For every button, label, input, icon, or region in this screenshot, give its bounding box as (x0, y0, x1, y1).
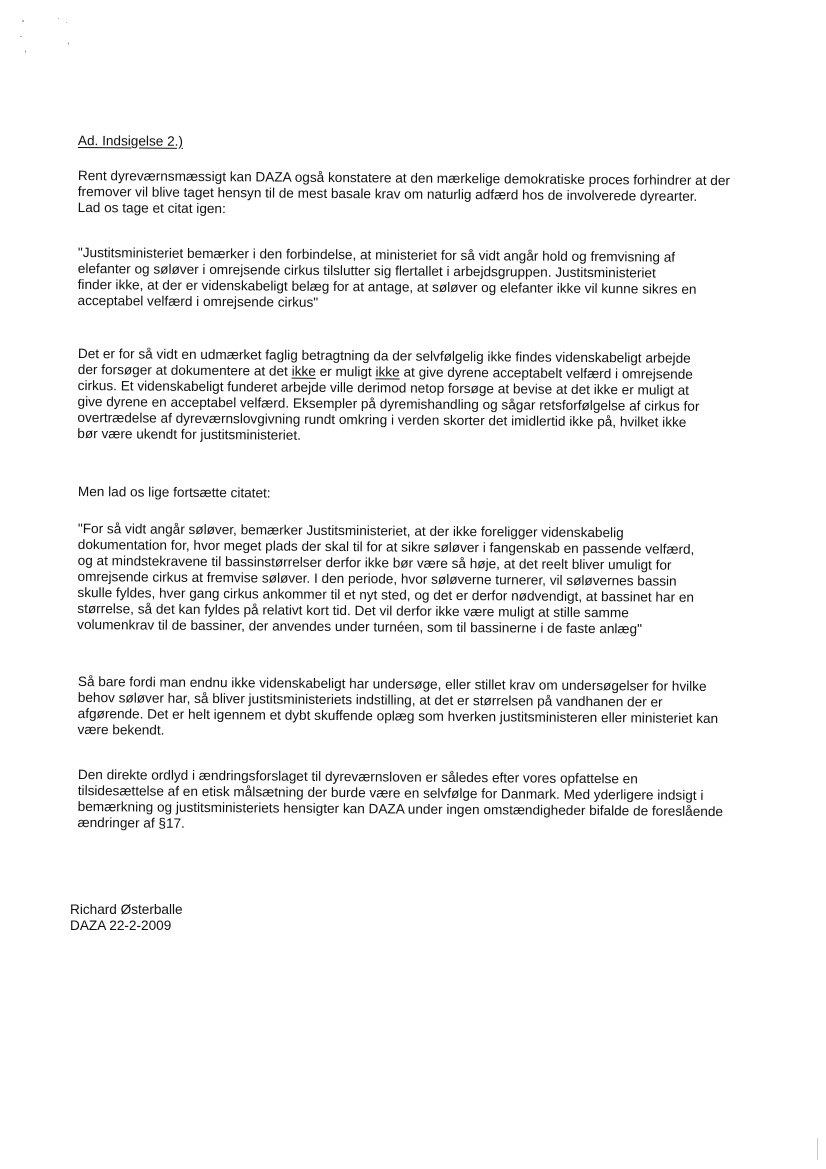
quote-second (77, 521, 768, 638)
heading-block (78, 133, 768, 154)
paragraph-line: afgørende. Det er helt igennem et dybt skuffende oplæg som hverken justitsministeren eller ministeriet kan (77, 705, 719, 727)
signature-name: Richard Østerballe (70, 902, 183, 917)
quote-line: størrelse, så det kan fyldes på relativt kort tid. Det vil derfor ikke være muligt at stille samme (77, 600, 629, 621)
paragraph-line: Det er for så vidt en udmærket faglig betragtning da der selvfølgelig ikke findes videnskabeligt arbejde (77, 346, 691, 366)
text-run: at give dyrene acceptabelt velfærd i omrejsende (399, 364, 693, 382)
paragraph-line: Lad os tage et citat igen: (77, 199, 226, 217)
scan-speck (58, 18, 59, 19)
paragraph-line: bør være ukendt for justitsministeriet. (77, 425, 301, 443)
scan-speck (20, 36, 22, 37)
text-run: er muligt (315, 363, 376, 380)
scan-speck (68, 42, 69, 45)
underlined-word: ikke (375, 364, 400, 380)
quote-line: elefanter og søløver i omrejsende cirkus tilslutter sig flertallet i arbejdsgruppen. Justitsministeriet (77, 260, 656, 281)
quote-line: dokumentation for, hvor meget plads der skal til for at sikre søløver i fangenskab en passende velfærd, (77, 536, 695, 557)
scan-speck (25, 50, 26, 53)
quote-line: volumenkrav til de bassiner, der anvendes under turnéen, som til bassinerne i de faste anlæg" (77, 616, 642, 637)
quote-line: acceptabel velfærd i omrejsende cirkus" (77, 292, 319, 310)
paragraph-line: Så bare fordi man endnu ikke videnskabeligt har undersøge, eller stillet krav om undersøgelser for hvilke (77, 674, 707, 694)
text-run: der forsøger at dokumentere at det (77, 361, 292, 379)
paragraph-line: være bekendt. (77, 721, 165, 738)
quote-line: omrejsende cirkus at fremvise søløver. I den periode, hvor søløverne turnerer, vil søløvernes bassin (77, 568, 677, 589)
quote-first (77, 245, 767, 314)
quote-line: "Justitsministeriet bemærker i den forbindelse, at ministeriet for så vidt angår hold og fremvisning af (77, 245, 676, 265)
section-heading: Ad. Indsigelse 2.) (77, 133, 184, 149)
underlined-word: ikke (291, 363, 316, 379)
quote-line: og at mindstekravene til bassinstørrelser derfor ikke bør være så høje, at det reelt bliver umuligt for (77, 552, 672, 573)
paragraph-line: fremover vil blive taget hensyn til de mest basale krav om naturlig adfærd hos de involverede dyrearter. (77, 183, 698, 204)
paragraph-line: cirkus. Et videnskabeligt funderet arbejde ville derimod netop forsøge at bevise at det ikke er muligt at (77, 377, 690, 398)
scan-speck (22, 20, 24, 22)
paragraph-line: tilsidesættelse af en etisk målsætning der burde være en selvfølge for Danmark. Med yderligere indsigt i (77, 782, 704, 803)
paragraph-line: Rent dyreværnsmæssigt kan DAZA også konstatere at den mærkelige demokratiske proces forhindrer at der (77, 168, 731, 189)
scan-edge-mark (817, 1138, 818, 1160)
quote-line: finder ikke, at der er videnskabeligt belæg for at antage, at søløver og elefanter ikke vil kunne sikres en (77, 276, 697, 297)
paragraph-line: ændringer af §17. (77, 814, 185, 831)
paragraph-transition (78, 484, 768, 505)
paragraph-line: Den direkte ordlyd i ændringsforslaget til dyreværnsloven er således efter vores opfattelse en (77, 767, 638, 787)
paragraph-line: give dyrene en acceptabel velfærd. Eksempler på dyremishandling og sågar retsforfølgelse af cirkus for (77, 393, 700, 414)
quote-line: "For så vidt angår søløver, bemærker Justitsministeriet, at der ikke foreligger videnskabelig (77, 521, 624, 541)
scan-speck (66, 22, 67, 23)
paragraph-line: Men lad os lige fortsætte citatet: (77, 484, 271, 501)
signature-org-date: DAZA 22-2-2009 (70, 918, 172, 933)
signature-block (70, 902, 760, 934)
paragraph-conclusion (77, 767, 767, 836)
paragraph-line: overtrædelse af dyreværnslovgivning rundt omkring i verden skorter det imidlertid ikke på, hvilket ikke (77, 409, 687, 430)
paragraph-line: bemærkning og justitsministeriets hensigter kan DAZA under ingen omstændigheder bifalde de foreslående (77, 798, 724, 820)
quote-line: skulle fyldes, hver gang cirkus ankommer til et nyt sted, og det er derfor nødvendigt, at bassinet har en (77, 584, 695, 605)
paragraph-intro (78, 168, 768, 221)
paragraph-critique (77, 674, 767, 743)
paragraph-line: behov søløver har, så bliver justitsministeriets indstilling, at det er størrelsen på vandhanen der er (77, 689, 663, 710)
paragraph-analysis (77, 346, 768, 447)
